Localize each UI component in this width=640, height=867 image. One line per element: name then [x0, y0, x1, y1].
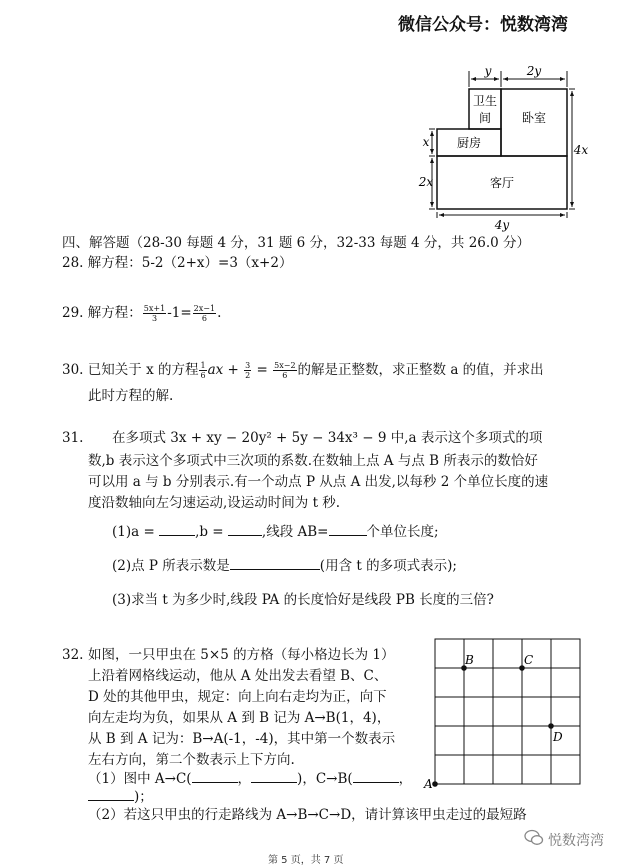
q32-line-1: 如图，一只甲虫在 5×5 的方格（每小格边长为 1） [88, 647, 395, 663]
q31-subquestion-2: (2)点 P 所表示数是 (用含 t 的多项式表示); [112, 555, 457, 576]
dim-left-2x: 2x [418, 175, 434, 189]
q32-subquestion-2: （2）若这只甲虫的行走路线为 A→B→C→D，请计算该甲虫走过的最短路 [88, 807, 527, 823]
q32-subquestion-1: （1）图中 A→C( ， )，C→B( ， [88, 768, 412, 789]
q31-blank-b[interactable] [228, 521, 262, 536]
q32-number: 32. [62, 647, 84, 663]
q31-number: 31. [62, 430, 84, 446]
q31-line-4: 度沿数轴向左匀速运动,设运动时间为 t 秒. [88, 495, 341, 511]
q32-blank-ac-x[interactable] [192, 768, 238, 783]
q31-blank-a[interactable] [159, 521, 195, 536]
q32-line-2: 上沿着网格线运动，他从 A 处出发去看望 B、C、 [88, 668, 388, 684]
dim-right-4x: 4x [573, 143, 589, 157]
watermark-text: 悦数湾湾 [548, 833, 604, 849]
q31-blank-ab[interactable] [329, 521, 367, 536]
q32-line-4: 向左走均为负，如果从 A 到 B 记为 A→B(1，4)， [88, 710, 391, 726]
q32-subquestion-1-cont: )； [88, 786, 153, 807]
q30-fraction-1: $\frac{1}{6}$ [200, 361, 206, 380]
q29-fraction-2: $\frac{2x-1}{6}$ [193, 304, 216, 323]
q30-fraction-3: $\frac{5x-2}{6}$ [274, 361, 296, 380]
q31-blank-p[interactable] [230, 555, 320, 570]
q31-line-3: 可以用 a 与 b 分别表示.有一个动点 P 从点 A 出发,以每秒 2 个单位长度的速 [88, 474, 549, 490]
q32-line-5: 从 B 到 A 记为：B→A(-1，-4)，其中第一个数表示 [88, 731, 396, 747]
grid-point-d [548, 723, 554, 729]
q31-subquestion-3: (3)求当 t 为多少时,线段 PA 的长度恰好是线段 PB 长度的三倍? [112, 592, 494, 608]
beetle-grid [420, 636, 585, 794]
grid-label-d: D [553, 730, 563, 744]
wechat-icon [524, 829, 544, 847]
question-29: 29. 解方程： $\frac{5x+1}{3}$ -1= $\frac{2x-1}{6}$ . [62, 304, 222, 323]
floorplan-bedroom-label: 卧室 [521, 111, 547, 125]
floorplan-diagram [415, 62, 590, 242]
q32-line-6: 左右方向，第二个数表示上下方向. [88, 752, 295, 768]
grid-label-a: A [424, 777, 433, 791]
question-28 [62, 253, 292, 273]
dim-top-y: y [484, 64, 492, 78]
q30-line-2: 此时方程的解. [88, 388, 174, 404]
section-heading: 四、解答题（28-30 每题 4 分，31 题 6 分，32-33 每题 4 分，共 26.0 分） [62, 235, 531, 251]
q32-blank-cb-y[interactable] [88, 786, 134, 801]
q31-subquestion-1: (1)a = ,b = ,线段 AB= 个单位长度; [112, 521, 439, 542]
q31-line-2: 数,b 表示这个多项式中三次项的系数.在数轴上点 A 与点 B 所表示的数恰好 [88, 453, 538, 469]
grid-label-b: B [465, 653, 474, 667]
floorplan-bathroom-label-1: 卫生 [472, 94, 498, 108]
q32-blank-cb-x[interactable] [353, 768, 399, 783]
q29-number: 29. [62, 305, 84, 321]
q28-number: 28. [62, 255, 84, 271]
q28-text: 解方程：5-2（2+x）=3（x+2） [87, 255, 293, 271]
dim-left-x: x [422, 135, 430, 149]
q29-prefix: 解方程： [87, 305, 142, 321]
q31-line-1: 在多项式 3x + xy − 20y² + 5y − 34x³ − 9 中,a 表示这个多项式的项 [112, 430, 543, 446]
dim-bottom-4y: 4y [494, 218, 510, 232]
q30-fraction-2: $\frac{3}{2}$ [245, 361, 251, 380]
floorplan-bathroom-label-2: 间 [478, 111, 492, 125]
page-footer: 第 5 页，共 7 页 [268, 855, 344, 866]
floorplan-kitchen-label: 厨房 [456, 136, 482, 150]
q30-number: 30. [62, 362, 84, 378]
floorplan-living-label: 客厅 [489, 176, 515, 190]
grid-point-a [432, 781, 438, 787]
header-title: 微信公众号：悦数湾湾 [398, 15, 568, 35]
q32-blank-ac-y[interactable] [251, 768, 297, 783]
q29-fraction-1: $\frac{5x+1}{3}$ [143, 304, 166, 323]
grid-label-c: C [524, 653, 534, 667]
dim-top-2y: 2y [526, 64, 542, 78]
question-30: 30. 已知关于 x 的方程 $\frac{1}{6}$ ax + $\frac{3}{2}$ = $\frac{5x-2}{6}$ 的解是正整数，求正整数 a 的值，并求出 [62, 361, 544, 380]
q32-line-3: D 处的其他甲虫，规定：向上向右走均为正，向下 [88, 689, 387, 705]
